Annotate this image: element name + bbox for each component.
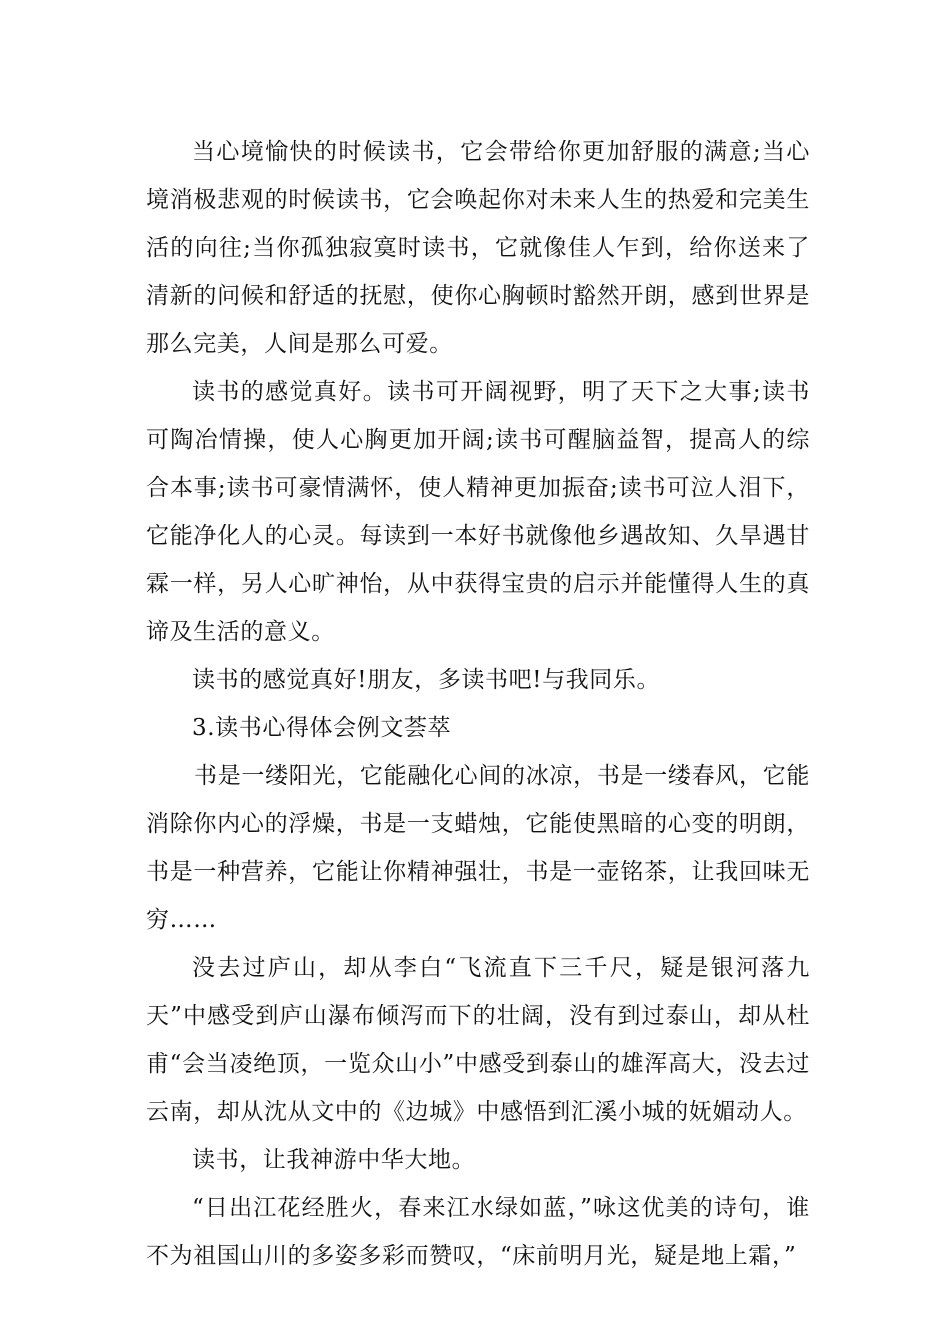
paragraph-reading-mood: 当心境愉快的时候读书，它会带给你更加舒服的满意;当心境消极悲观的时候读书，它会唤起你对未来人生的热爱和完美生活的向往;当你孤独寂寞时读书，它就像佳人乍到，给你送来了清新的问候和舒适的抚慰，使你心胸顿时豁然开朗，感到世界是那么完美，人间是那么可爱。 xyxy=(146,139,810,357)
paragraph-roam-china: 读书，让我神游中华大地。 xyxy=(192,1147,476,1173)
paragraph-reading-benefits: 读书的感觉真好。读书可开阔视野，明了天下之大事;读书可陶冶情操，使人心胸更加开阔;读书可醒脑益智，提高人的综合本事;读书可豪情满怀，使人精神更加振奋;读书可泣人泪下，它能净化人的心灵。每读到一本好书就像他乡遇故知、久旱遇甘霖一样，另人心旷神怡，从中获得宝贵的启示并能懂得人生的真谛及生活的意义。 xyxy=(146,379,810,645)
paragraph-reading-conclusion: 读书的感觉真好!朋友，多读书吧!与我同乐。 xyxy=(192,667,661,693)
paragraph-travel-through-poems: 没去过庐山，却从李白“飞流直下三千尺，疑是银河落九天”中感受到庐山瀑布倾泻而下的壮阔，没有到过泰山，却从杜甫“会当凌绝顶，一览众山小”中感受到泰山的雄浑高大，没去过云南，却从沈从文中的《边城》中感悟到汇溪小城的妩媚动人。 xyxy=(146,955,810,1125)
document-body xyxy=(146,128,810,1280)
paragraph-poetry-quote: “日出江花经胜火，春来江水绿如蓝，”咏这优美的诗句，谁不为祖国山川的多姿多彩而赞叹，“床前明月光，疑是地上霜，” xyxy=(146,1195,810,1269)
section-heading: 3.读书心得体会例文荟萃 xyxy=(192,715,452,741)
paragraph-book-metaphors: 书是一缕阳光，它能融化心间的冰凉，书是一缕春风，它能消除你内心的浮燥，书是一支蜡烛，它能使黑暗的心变的明朗，书是一种营养，它能让你精神强壮，书是一壶铭茶，让我回味无穷…… xyxy=(146,763,810,933)
